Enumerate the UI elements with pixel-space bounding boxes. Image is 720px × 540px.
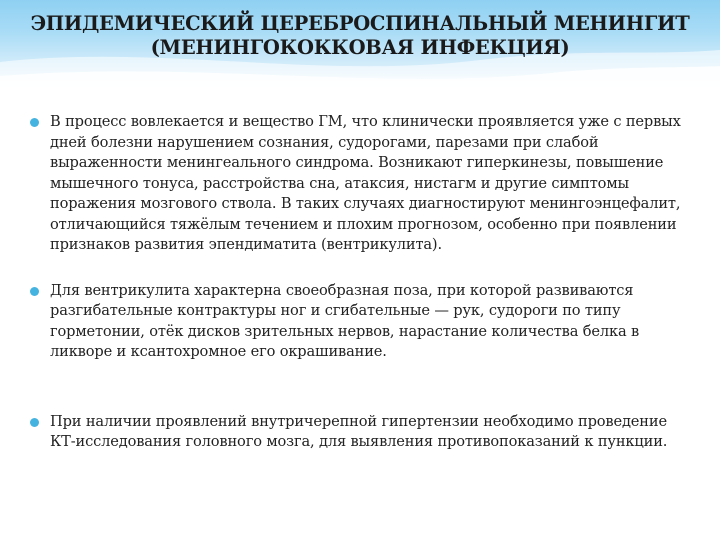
- bullet-text-3: При наличии проявлений внутричерепной гипертензии необходимо проведение КТ-исследования головного мозга, для выявления противопоказаний к пункции.: [50, 412, 668, 450]
- bullet-icon: [30, 418, 39, 427]
- bullet-icon: [30, 287, 39, 296]
- bullet-item-1: [30, 112, 692, 256]
- bullet-text-1: В процесс вовлекается и вещество ГМ, что клинически проявляется уже с первых дней болезни нарушением сознания, судорогами, парезами при слабой выраженности менингеального синдрома. Возникают гиперкинезы, повышение мышечного тонуса, расстройства сна, атаксия, нистагм и другие симптомы поражения мозгового ствола. В таких случаях диагностируют менингоэнцефалит, отличающийся тяжёлым течением и плохим прогнозом, особенно при появлении признаков развития эпендиматита (вентрикулита).: [50, 113, 681, 253]
- bullet-icon: [30, 118, 39, 127]
- bullet-item-2: [30, 281, 692, 363]
- header-band: [0, 0, 720, 92]
- slide-title-line-1: ЭПИДЕМИЧЕСКИЙ ЦЕРЕБРОСПИНАЛЬНЫЙ МЕНИНГИТ: [30, 12, 690, 35]
- bullet-text-2: Для вентрикулита характерна своеобразная поза, при которой развиваются разгибательные контрактуры ног и сгибательные — рук, судороги по типу горметонии, отёк дисков зрительных нервов, нарастание количества белка в ликворе и ксантохромное его окрашивание.: [50, 281, 640, 360]
- bullet-item-3: [30, 412, 692, 453]
- slide-title: [0, 12, 720, 60]
- slide-title-line-2: (МЕНИНГОКОККОВАЯ ИНФЕКЦИЯ): [150, 36, 570, 59]
- slide-content: [30, 112, 692, 453]
